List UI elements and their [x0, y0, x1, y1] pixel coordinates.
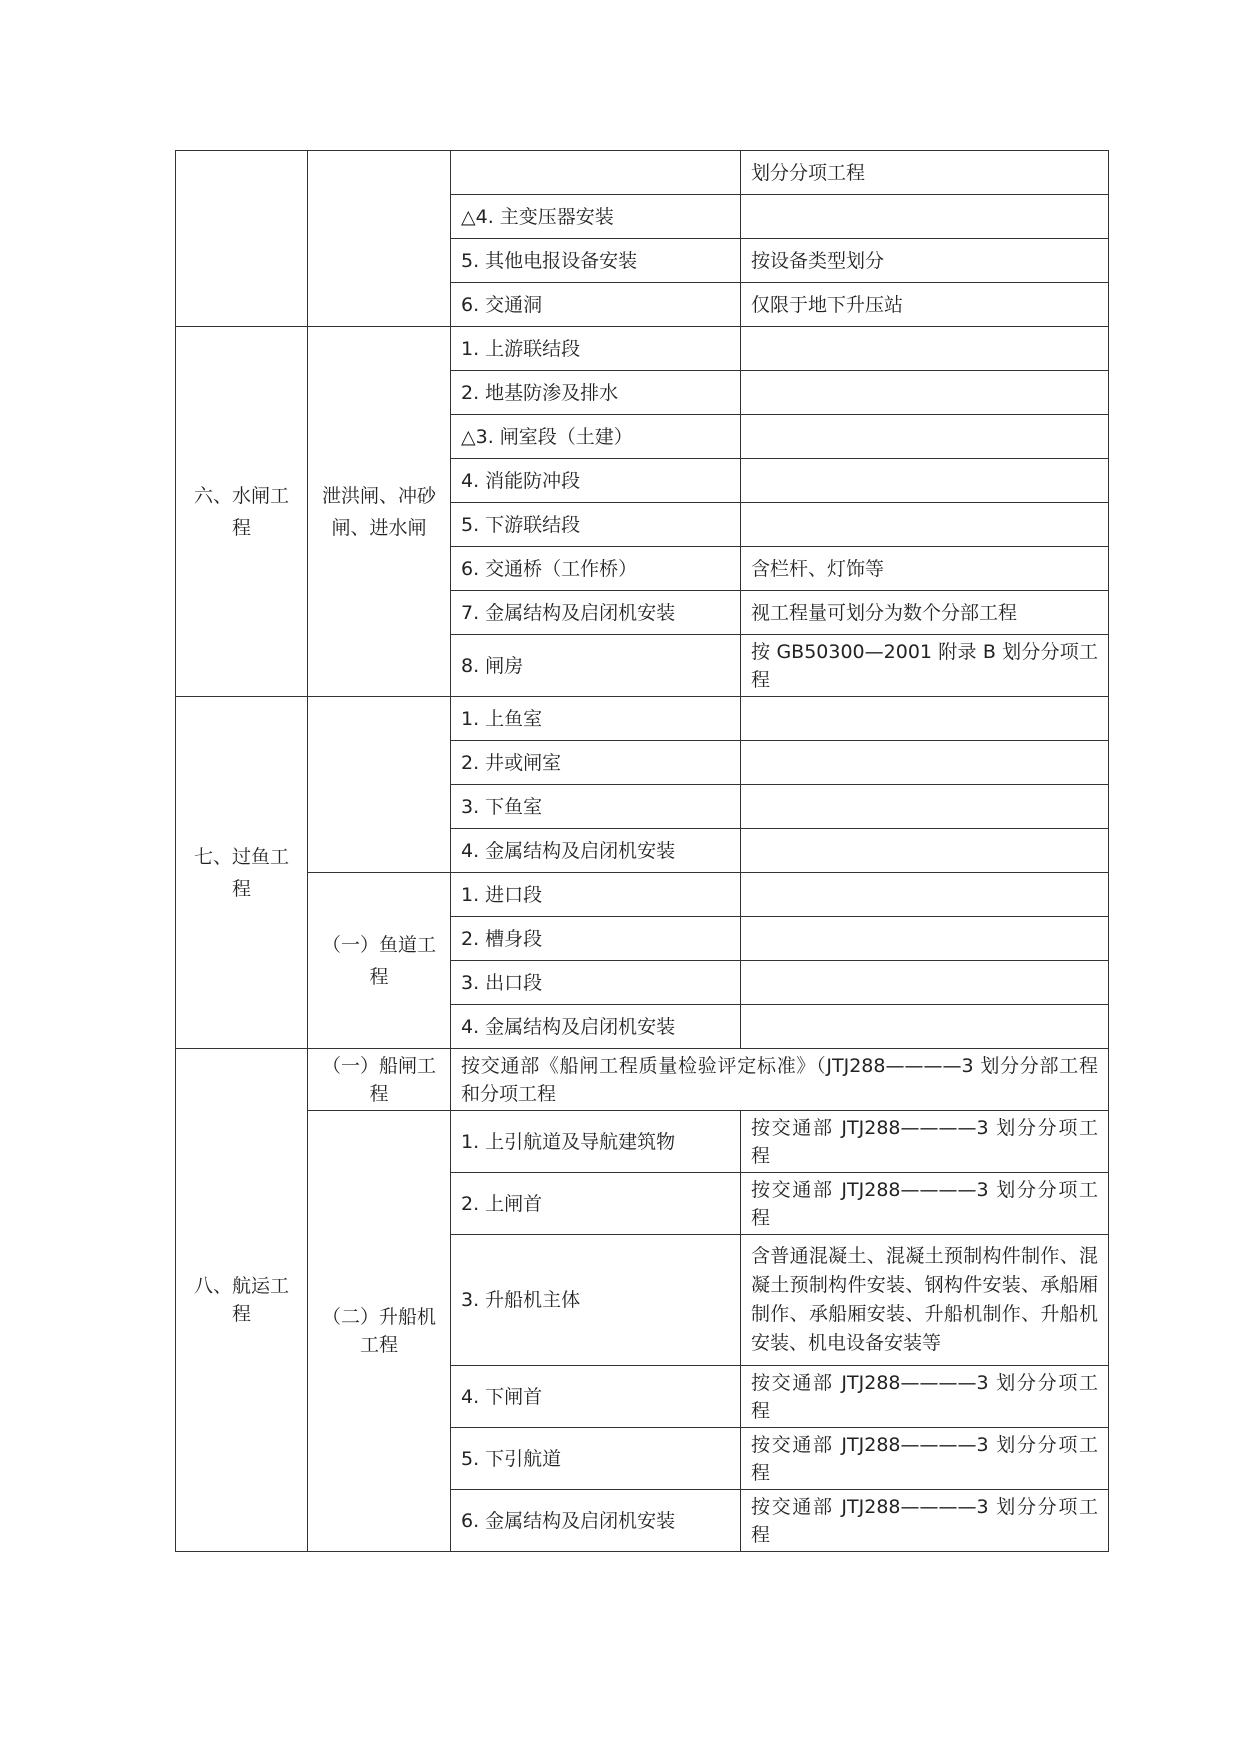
table-row	[176, 1111, 1109, 1173]
item-cell: 2. 地基防渗及排水	[451, 371, 741, 415]
note-cell: 划分分项工程	[741, 151, 1109, 195]
item-cell: 2. 上闸首	[451, 1173, 741, 1235]
table-row	[176, 327, 1109, 371]
subsection-cell-ship-lock: （一）船闸工程	[308, 1049, 451, 1111]
item-cell	[451, 151, 741, 195]
subsection-cell-empty	[308, 697, 451, 873]
item-cell: 8. 闸房	[451, 635, 741, 697]
item-cell: 6. 金属结构及启闭机安装	[451, 1490, 741, 1552]
item-cell: 6. 交通桥（工作桥）	[451, 547, 741, 591]
note-cell: 仅限于地下升压站	[741, 283, 1109, 327]
note-cell: 含栏杆、灯饰等	[741, 547, 1109, 591]
subsection-cell-ship-lift: （二）升船机工程	[308, 1111, 451, 1552]
item-cell: 5. 下游联结段	[451, 503, 741, 547]
item-cell: 4. 金属结构及启闭机安装	[451, 829, 741, 873]
note-cell: 视工程量可划分为数个分部工程	[741, 591, 1109, 635]
section-cell-six: 六、水闸工程	[176, 327, 308, 697]
note-cell	[741, 415, 1109, 459]
table-row	[176, 697, 1109, 741]
subsection-cell-six: 泄洪闸、冲砂闸、进水闸	[308, 327, 451, 697]
note-cell: 按交通部 JTJ288————3 划分分项工程	[741, 1111, 1109, 1173]
note-cell: 按交通部 JTJ288————3 划分分项工程	[741, 1366, 1109, 1428]
item-cell: 3. 下鱼室	[451, 785, 741, 829]
table-row	[176, 873, 1109, 917]
item-cell: 1. 上引航道及导航建筑物	[451, 1111, 741, 1173]
note-cell: 含普通混凝土、混凝土预制构件制作、混凝土预制构件安装、钢构件安装、承船厢制作、承船厢安装、升船机制作、升船机安装、机电设备安装等	[741, 1235, 1109, 1366]
note-cell: 按设备类型划分	[741, 239, 1109, 283]
note-cell: 按交通部 JTJ288————3 划分分项工程	[741, 1428, 1109, 1490]
item-cell: 6. 交通洞	[451, 283, 741, 327]
item-cell: 7. 金属结构及启闭机安装	[451, 591, 741, 635]
note-cell: 按交通部 JTJ288————3 划分分项工程	[741, 1173, 1109, 1235]
note-cell	[741, 503, 1109, 547]
note-cell	[741, 785, 1109, 829]
note-cell	[741, 371, 1109, 415]
table-row	[176, 1049, 1109, 1111]
note-cell	[741, 195, 1109, 239]
item-cell: 4. 消能防冲段	[451, 459, 741, 503]
item-cell: 4. 下闸首	[451, 1366, 741, 1428]
note-cell	[741, 1005, 1109, 1049]
item-cell: 5. 下引航道	[451, 1428, 741, 1490]
note-cell	[741, 917, 1109, 961]
section-cell-seven: 七、过鱼工程	[176, 697, 308, 1049]
item-cell: 1. 进口段	[451, 873, 741, 917]
item-cell: 3. 出口段	[451, 961, 741, 1005]
item-cell: 2. 井或闸室	[451, 741, 741, 785]
subsection-cell	[308, 151, 451, 327]
note-cell: 按 GB50300—2001 附录 B 划分分项工程	[741, 635, 1109, 697]
engineering-division-table	[175, 150, 1109, 1552]
note-cell	[741, 873, 1109, 917]
note-cell	[741, 459, 1109, 503]
item-cell: 5. 其他电报设备安装	[451, 239, 741, 283]
merged-note-cell: 按交通部《船闸工程质量检验评定标准》（JTJ288————3 划分分部工程和分项工程	[451, 1049, 1109, 1111]
subsection-cell-seven: （一）鱼道工程	[308, 873, 451, 1049]
item-cell: 1. 上鱼室	[451, 697, 741, 741]
note-cell	[741, 697, 1109, 741]
item-cell: △4. 主变压器安装	[451, 195, 741, 239]
note-cell	[741, 961, 1109, 1005]
table-row	[176, 151, 1109, 195]
note-cell: 按交通部 JTJ288————3 划分分项工程	[741, 1490, 1109, 1552]
item-cell: △3. 闸室段（土建）	[451, 415, 741, 459]
section-cell-eight: 八、航运工程	[176, 1049, 308, 1552]
item-cell: 2. 槽身段	[451, 917, 741, 961]
note-cell	[741, 327, 1109, 371]
note-cell	[741, 829, 1109, 873]
item-cell: 1. 上游联结段	[451, 327, 741, 371]
section-cell	[176, 151, 308, 327]
item-cell: 4. 金属结构及启闭机安装	[451, 1005, 741, 1049]
item-cell: 3. 升船机主体	[451, 1235, 741, 1366]
note-cell	[741, 741, 1109, 785]
